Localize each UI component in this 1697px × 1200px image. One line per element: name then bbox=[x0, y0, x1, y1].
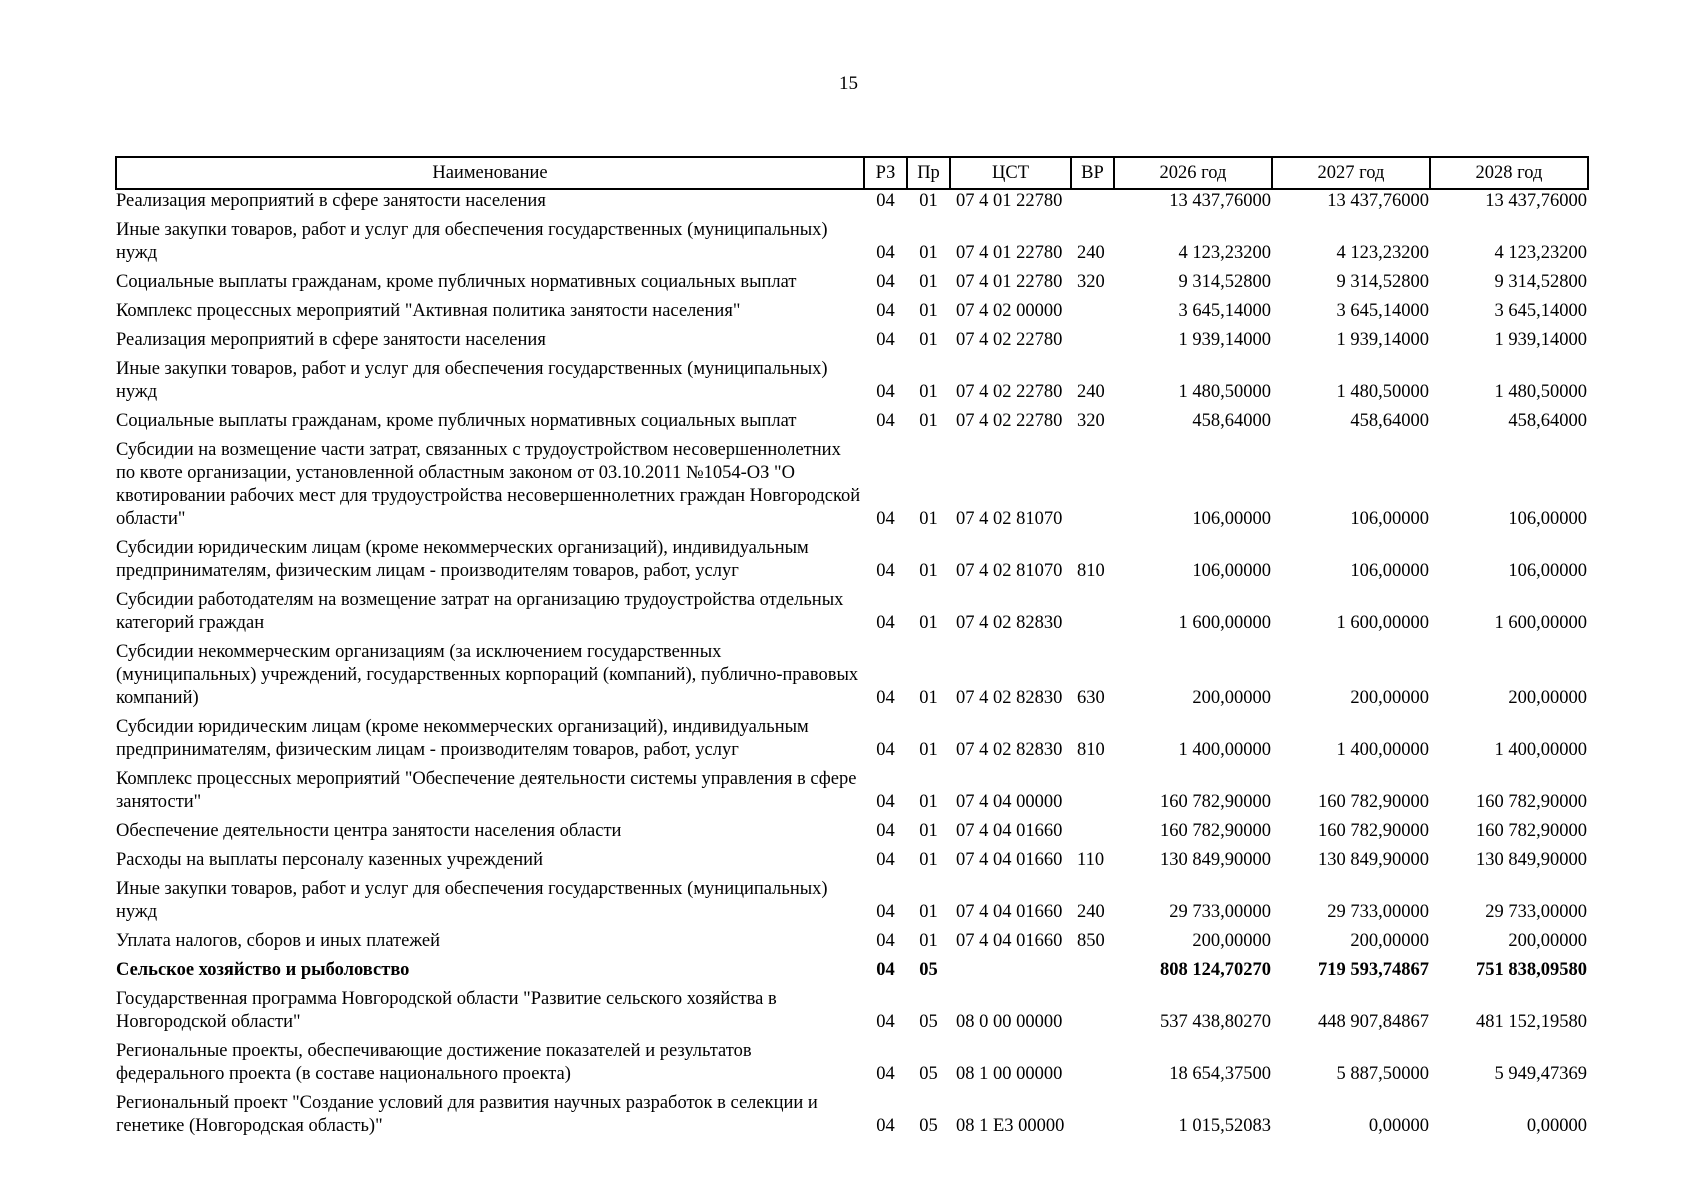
rz-cell: 04 bbox=[876, 382, 895, 402]
amount-2028-cell: 3 645,14000 bbox=[1494, 301, 1587, 321]
table-row bbox=[116, 710, 1588, 762]
pr-cell: 01 bbox=[919, 272, 938, 292]
amount-2027-cell: 458,64000 bbox=[1350, 411, 1429, 431]
name-cell: Реализация мероприятий в сфере занятости населения bbox=[116, 330, 546, 350]
name-cell: Иные закупки товаров, работ и услуг для обеспечения государственных (муниципальных) нужд bbox=[116, 879, 828, 922]
amount-2027-cell: 13 437,76000 bbox=[1327, 191, 1429, 211]
rz-cell: 04 bbox=[876, 509, 895, 529]
header-name: Наименование bbox=[116, 157, 864, 189]
table-row bbox=[116, 433, 1588, 531]
name-cell: Иные закупки товаров, работ и услуг для обеспечения государственных (муниципальных) нужд bbox=[116, 220, 828, 263]
amount-2026-cell: 808 124,70270 bbox=[1160, 960, 1271, 980]
amount-2027-cell: 719 593,74867 bbox=[1318, 960, 1429, 980]
name-cell: Уплата налогов, сборов и иных платежей bbox=[116, 931, 441, 951]
name-cell: Реализация мероприятий в сфере занятости населения bbox=[116, 191, 546, 211]
vr-cell bbox=[1071, 294, 1114, 323]
rz-cell: 04 bbox=[876, 561, 895, 581]
cst-cell: 07 4 02 82830 bbox=[956, 613, 1063, 633]
amount-2028-cell: 1 600,00000 bbox=[1494, 613, 1587, 633]
vr-cell bbox=[1071, 1034, 1114, 1086]
amount-2027-cell: 0,00000 bbox=[1368, 1116, 1429, 1136]
vr-cell: 630 bbox=[1077, 688, 1105, 708]
pr-cell: 05 bbox=[919, 1116, 938, 1136]
amount-2028-cell: 4 123,23200 bbox=[1494, 243, 1587, 263]
table-row bbox=[116, 814, 1588, 843]
cst-cell: 08 1 00 00000 bbox=[956, 1064, 1063, 1084]
pr-cell: 01 bbox=[919, 688, 938, 708]
cst-cell: 07 4 02 22780 bbox=[956, 411, 1063, 431]
table-header bbox=[116, 157, 1588, 189]
vr-cell: 320 bbox=[1077, 272, 1105, 292]
table-row bbox=[116, 1086, 1588, 1138]
amount-2026-cell: 3 645,14000 bbox=[1178, 301, 1271, 321]
amount-2026-cell: 4 123,23200 bbox=[1178, 243, 1271, 263]
amount-2028-cell: 160 782,90000 bbox=[1476, 792, 1587, 812]
pr-cell: 01 bbox=[919, 191, 938, 211]
vr-cell: 240 bbox=[1077, 902, 1105, 922]
cst-cell: 07 4 04 01660 bbox=[956, 902, 1063, 922]
amount-2027-cell: 106,00000 bbox=[1350, 509, 1429, 529]
table-row bbox=[116, 404, 1588, 433]
pr-cell: 01 bbox=[919, 330, 938, 350]
amount-2028-cell: 200,00000 bbox=[1508, 931, 1587, 951]
table-row bbox=[116, 213, 1588, 265]
table-row-section bbox=[116, 953, 1588, 982]
rz-cell: 04 bbox=[876, 330, 895, 350]
vr-cell: 240 bbox=[1077, 243, 1105, 263]
pr-cell: 01 bbox=[919, 740, 938, 760]
vr-cell: 320 bbox=[1077, 411, 1105, 431]
rz-cell: 04 bbox=[876, 902, 895, 922]
cst-cell: 07 4 02 82830 bbox=[956, 740, 1063, 760]
amount-2027-cell: 1 600,00000 bbox=[1336, 613, 1429, 633]
cst-cell: 07 4 01 22780 bbox=[956, 272, 1063, 292]
pr-cell: 05 bbox=[919, 1064, 938, 1084]
amount-2027-cell: 200,00000 bbox=[1350, 931, 1429, 951]
amount-2027-cell: 160 782,90000 bbox=[1318, 792, 1429, 812]
amount-2028-cell: 1 480,50000 bbox=[1494, 382, 1587, 402]
amount-2026-cell: 29 733,00000 bbox=[1169, 902, 1271, 922]
vr-cell: 810 bbox=[1077, 740, 1105, 760]
rz-cell: 04 bbox=[876, 688, 895, 708]
amount-2026-cell: 537 438,80270 bbox=[1160, 1012, 1271, 1032]
cst-cell: 07 4 02 22780 bbox=[956, 382, 1063, 402]
cst-cell: 07 4 02 82830 bbox=[956, 688, 1063, 708]
header-vr: ВР bbox=[1071, 157, 1114, 189]
amount-2027-cell: 3 645,14000 bbox=[1336, 301, 1429, 321]
table-row bbox=[116, 1034, 1588, 1086]
name-cell: Социальные выплаты гражданам, кроме публичных нормативных социальных выплат bbox=[116, 411, 797, 431]
rz-cell: 04 bbox=[876, 301, 895, 321]
pr-cell: 05 bbox=[919, 1012, 938, 1032]
table-row bbox=[116, 762, 1588, 814]
rz-cell: 04 bbox=[876, 850, 895, 870]
amount-2027-cell: 29 733,00000 bbox=[1327, 902, 1429, 922]
name-cell: Региональные проекты, обеспечивающие достижение показателей и результатов федерального проекта (в составе национального проекта) bbox=[116, 1041, 752, 1084]
amount-2028-cell: 130 849,90000 bbox=[1476, 850, 1587, 870]
rz-cell: 04 bbox=[876, 613, 895, 633]
header-cst: ЦСТ bbox=[950, 157, 1071, 189]
cst-cell: 07 4 04 01660 bbox=[956, 821, 1063, 841]
vr-cell: 110 bbox=[1077, 850, 1105, 870]
rz-cell: 04 bbox=[876, 243, 895, 263]
amount-2026-cell: 13 437,76000 bbox=[1169, 191, 1271, 211]
pr-cell: 01 bbox=[919, 931, 938, 951]
vr-cell bbox=[1071, 762, 1114, 814]
name-cell: Сельское хозяйство и рыболовство bbox=[116, 960, 410, 980]
rz-cell: 04 bbox=[876, 821, 895, 841]
vr-cell: 850 bbox=[1077, 931, 1105, 951]
table-body bbox=[116, 189, 1588, 1138]
amount-2028-cell: 0,00000 bbox=[1526, 1116, 1587, 1136]
amount-2028-cell: 200,00000 bbox=[1508, 688, 1587, 708]
pr-cell: 01 bbox=[919, 792, 938, 812]
amount-2028-cell: 1 939,14000 bbox=[1494, 330, 1587, 350]
table-row bbox=[116, 635, 1588, 710]
amount-2027-cell: 160 782,90000 bbox=[1318, 821, 1429, 841]
amount-2026-cell: 160 782,90000 bbox=[1160, 821, 1271, 841]
cst-cell: 07 4 04 01660 bbox=[956, 931, 1063, 951]
pr-cell: 01 bbox=[919, 561, 938, 581]
pr-cell: 01 bbox=[919, 821, 938, 841]
rz-cell: 04 bbox=[876, 1012, 895, 1032]
table-row bbox=[116, 924, 1588, 953]
rz-cell: 04 bbox=[876, 1064, 895, 1084]
vr-cell bbox=[1071, 982, 1114, 1034]
name-cell: Расходы на выплаты персоналу казенных учреждений bbox=[116, 850, 543, 870]
amount-2026-cell: 106,00000 bbox=[1192, 561, 1271, 581]
rz-cell: 04 bbox=[876, 191, 895, 211]
table-row bbox=[116, 843, 1588, 872]
name-cell: Социальные выплаты гражданам, кроме публичных нормативных социальных выплат bbox=[116, 272, 797, 292]
amount-2027-cell: 1 480,50000 bbox=[1336, 382, 1429, 402]
table-row bbox=[116, 982, 1588, 1034]
cst-cell: 07 4 01 22780 bbox=[956, 191, 1063, 211]
pr-cell: 01 bbox=[919, 411, 938, 431]
amount-2026-cell: 9 314,52800 bbox=[1178, 272, 1271, 292]
vr-cell bbox=[1071, 189, 1114, 213]
vr-cell: 240 bbox=[1077, 382, 1105, 402]
pr-cell: 01 bbox=[919, 850, 938, 870]
amount-2027-cell: 1 400,00000 bbox=[1336, 740, 1429, 760]
name-cell: Иные закупки товаров, работ и услуг для обеспечения государственных (муниципальных) нужд bbox=[116, 359, 828, 402]
vr-cell bbox=[1071, 1086, 1114, 1138]
amount-2027-cell: 130 849,90000 bbox=[1318, 850, 1429, 870]
name-cell: Субсидии юридическим лицам (кроме некоммерческих организаций), индивидуальным предпринимателям, физическим лицам - производителям товаров, работ, услуг bbox=[116, 538, 809, 581]
amount-2027-cell: 9 314,52800 bbox=[1336, 272, 1429, 292]
cst-cell: 07 4 04 00000 bbox=[956, 792, 1063, 812]
amount-2028-cell: 458,64000 bbox=[1508, 411, 1587, 431]
rz-cell: 04 bbox=[876, 411, 895, 431]
amount-2028-cell: 13 437,76000 bbox=[1485, 191, 1587, 211]
vr-cell bbox=[1071, 814, 1114, 843]
header-2026: 2026 год bbox=[1114, 157, 1272, 189]
pr-cell: 05 bbox=[919, 960, 938, 980]
header-pr: Пр bbox=[907, 157, 950, 189]
name-cell: Государственная программа Новгородской области "Развитие сельского хозяйства в Новгородской области" bbox=[116, 989, 777, 1032]
amount-2028-cell: 1 400,00000 bbox=[1494, 740, 1587, 760]
rz-cell: 04 bbox=[876, 272, 895, 292]
vr-cell bbox=[1071, 583, 1114, 635]
vr-cell bbox=[1071, 323, 1114, 352]
amount-2028-cell: 481 152,19580 bbox=[1476, 1012, 1587, 1032]
name-cell: Комплекс процессных мероприятий "Активная политика занятости населения" bbox=[116, 301, 741, 321]
amount-2026-cell: 200,00000 bbox=[1192, 931, 1271, 951]
amount-2027-cell: 5 887,50000 bbox=[1336, 1064, 1429, 1084]
amount-2028-cell: 29 733,00000 bbox=[1485, 902, 1587, 922]
rz-cell: 04 bbox=[876, 1116, 895, 1136]
name-cell: Субсидии юридическим лицам (кроме некоммерческих организаций), индивидуальным предпринимателям, физическим лицам - производителям товаров, работ, услуг bbox=[116, 717, 809, 760]
rz-cell: 04 bbox=[876, 931, 895, 951]
amount-2026-cell: 1 600,00000 bbox=[1178, 613, 1271, 633]
amount-2026-cell: 1 400,00000 bbox=[1178, 740, 1271, 760]
pr-cell: 01 bbox=[919, 243, 938, 263]
header-2027: 2027 год bbox=[1272, 157, 1430, 189]
amount-2027-cell: 448 907,84867 bbox=[1318, 1012, 1429, 1032]
budget-table bbox=[115, 156, 1589, 1138]
amount-2028-cell: 160 782,90000 bbox=[1476, 821, 1587, 841]
amount-2026-cell: 18 654,37500 bbox=[1169, 1064, 1271, 1084]
table-row bbox=[116, 583, 1588, 635]
amount-2028-cell: 106,00000 bbox=[1508, 561, 1587, 581]
name-cell: Региональный проект "Создание условий для развития научных разработок в селекции и генетике (Новгородская область)" bbox=[116, 1093, 818, 1136]
header-2028: 2028 год bbox=[1430, 157, 1588, 189]
rz-cell: 04 bbox=[876, 792, 895, 812]
cst-cell: 07 4 02 00000 bbox=[956, 301, 1063, 321]
amount-2026-cell: 1 015,52083 bbox=[1178, 1116, 1271, 1136]
amount-2027-cell: 1 939,14000 bbox=[1336, 330, 1429, 350]
name-cell: Обеспечение деятельности центра занятости населения области bbox=[116, 821, 622, 841]
amount-2026-cell: 1 939,14000 bbox=[1178, 330, 1271, 350]
rz-cell: 04 bbox=[876, 960, 895, 980]
name-cell: Субсидии некоммерческим организациям (за исключением государственных (муниципальных) учреждений, государственных корпораций (компаний), публично-правовых компаний) bbox=[116, 642, 859, 708]
amount-2027-cell: 106,00000 bbox=[1350, 561, 1429, 581]
amount-2026-cell: 1 480,50000 bbox=[1178, 382, 1271, 402]
cst-cell: 08 0 00 00000 bbox=[956, 1012, 1063, 1032]
cst-cell: 08 1 E3 00000 bbox=[956, 1116, 1065, 1136]
cst-cell: 07 4 02 22780 bbox=[956, 330, 1063, 350]
amount-2026-cell: 130 849,90000 bbox=[1160, 850, 1271, 870]
vr-cell bbox=[1071, 953, 1114, 982]
pr-cell: 01 bbox=[919, 382, 938, 402]
table-row bbox=[116, 265, 1588, 294]
table-row bbox=[116, 189, 1588, 213]
table-row bbox=[116, 531, 1588, 583]
amount-2028-cell: 751 838,09580 bbox=[1476, 960, 1587, 980]
cst-cell bbox=[950, 953, 1071, 982]
pr-cell: 01 bbox=[919, 509, 938, 529]
vr-cell: 810 bbox=[1077, 561, 1105, 581]
amount-2028-cell: 9 314,52800 bbox=[1494, 272, 1587, 292]
amount-2027-cell: 200,00000 bbox=[1350, 688, 1429, 708]
table-row bbox=[116, 294, 1588, 323]
cst-cell: 07 4 02 81070 bbox=[956, 509, 1063, 529]
cst-cell: 07 4 04 01660 bbox=[956, 850, 1063, 870]
amount-2026-cell: 200,00000 bbox=[1192, 688, 1271, 708]
cst-cell: 07 4 01 22780 bbox=[956, 243, 1063, 263]
rz-cell: 04 bbox=[876, 740, 895, 760]
cst-cell: 07 4 02 81070 bbox=[956, 561, 1063, 581]
name-cell: Субсидии работодателям на возмещение затрат на организацию трудоустройства отдельных категорий граждан bbox=[116, 590, 844, 633]
page-number: 15 bbox=[839, 73, 858, 94]
name-cell: Комплекс процессных мероприятий "Обеспечение деятельности системы управления в сфере занятости" bbox=[116, 769, 857, 812]
amount-2028-cell: 5 949,47369 bbox=[1494, 1064, 1587, 1084]
header-rz: РЗ bbox=[864, 157, 907, 189]
table-row bbox=[116, 872, 1588, 924]
name-cell: Субсидии на возмещение части затрат, связанных с трудоустройством несовершеннолетних по квоте организации, установленной областным законом от 03.10.2011 №1054-ОЗ "О квотировании рабочих мест для трудоустройства несовершеннолетних граждан Новгородской области" bbox=[116, 440, 861, 529]
vr-cell bbox=[1071, 433, 1114, 531]
table-row bbox=[116, 323, 1588, 352]
amount-2026-cell: 160 782,90000 bbox=[1160, 792, 1271, 812]
amount-2026-cell: 458,64000 bbox=[1192, 411, 1271, 431]
amount-2027-cell: 4 123,23200 bbox=[1336, 243, 1429, 263]
pr-cell: 01 bbox=[919, 902, 938, 922]
amount-2028-cell: 106,00000 bbox=[1508, 509, 1587, 529]
pr-cell: 01 bbox=[919, 301, 938, 321]
table-row bbox=[116, 352, 1588, 404]
pr-cell: 01 bbox=[919, 613, 938, 633]
amount-2026-cell: 106,00000 bbox=[1192, 509, 1271, 529]
